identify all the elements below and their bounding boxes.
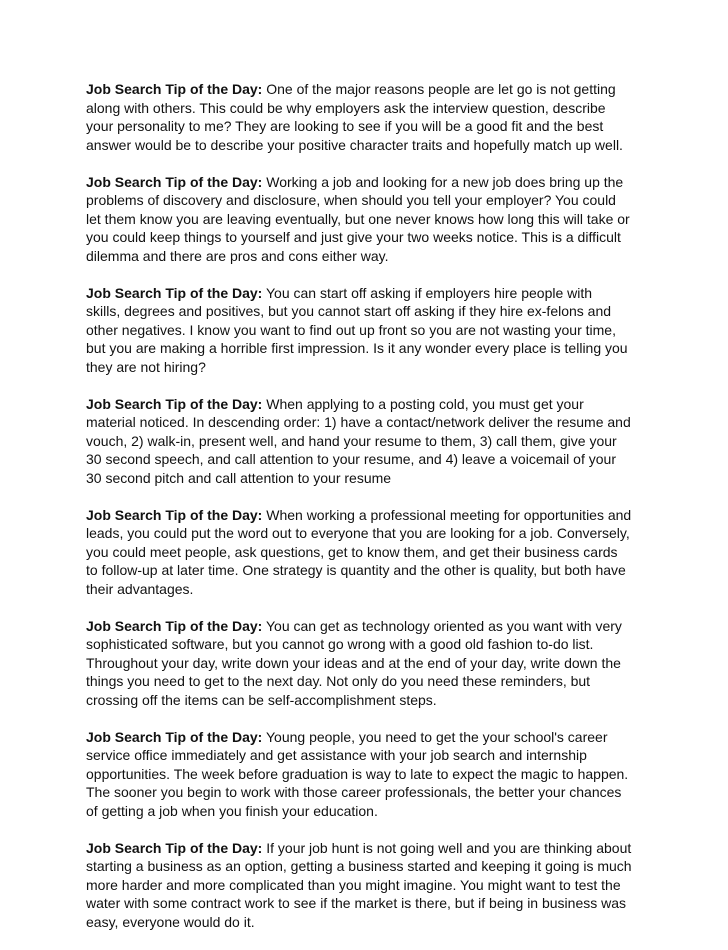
tip-line: dilemma and there are pros and cons either way.	[86, 247, 389, 264]
tip-line: other negatives. I know you want to find out up front so you are not wasting your time,	[86, 321, 616, 338]
tip-line: The sooner you begin to work with those career professionals, the better your chances	[86, 784, 622, 800]
tip-paragraph	[86, 617, 646, 710]
tip-line: Working a job and looking for a new job does bring up the	[262, 173, 624, 190]
tip-line: their advantages.	[86, 580, 194, 597]
tip-line: you could keep things to yourself and just give your two weeks notice. This is a difficult	[86, 229, 621, 245]
tip-heading: Job Search Tip of the Day:	[86, 173, 263, 190]
tip-line: water with some contract work to see if the market is there, but if being in business was	[86, 895, 627, 911]
tip-heading: Job Search Tip of the Day:	[86, 395, 263, 412]
tip-line: easy, everyone would do it.	[86, 913, 255, 930]
tip-line: leads, you could put the word out to everyone that you are looking for a job. Conversely,	[86, 525, 630, 541]
tip-paragraph	[86, 395, 646, 488]
tip-line: they are not hiring?	[86, 358, 206, 375]
tip-paragraph	[86, 839, 646, 932]
tip-heading: Job Search Tip of the Day:	[86, 506, 263, 523]
tip-line: you could meet people, ask questions, get to know them, and get their business cards	[86, 543, 618, 560]
tip-line: Young people, you need to get the your school's career	[262, 728, 608, 745]
tip-line: You can start off asking if employers hire people with	[262, 284, 593, 301]
tip-heading: Job Search Tip of the Day:	[86, 617, 263, 634]
tip-line: problems of discovery and disclosure, when should you tell your employer? You could	[86, 192, 616, 208]
tip-line: 30 second speech, and call attention to your resume, and 4) leave a voicemail of your	[86, 451, 616, 467]
tip-line: more harder and more complicated than you might imagine. You might want to test the	[86, 876, 621, 893]
tip-line: opportunities. The week before graduation is way to late to expect the magic to happen.	[86, 765, 629, 782]
tip-heading: Job Search Tip of the Day:	[86, 839, 263, 856]
tip-line: answer would be to describe your positive character traits and hopefully match up well.	[86, 136, 623, 153]
tip-heading: Job Search Tip of the Day:	[86, 284, 263, 301]
tip-heading: Job Search Tip of the Day:	[86, 728, 263, 745]
document-page	[86, 80, 646, 950]
tip-paragraph	[86, 506, 646, 599]
tip-paragraph	[86, 80, 646, 154]
tip-line: sophisticated software, but you cannot go wrong with a good old fashion to-do list.	[86, 636, 594, 652]
tip-paragraph	[86, 728, 646, 821]
tip-heading: Job Search Tip of the Day:	[86, 81, 263, 97]
tip-line: material noticed. In descending order: 1) have a contact/network deliver the resume and	[86, 414, 631, 430]
tip-line: 30 second pitch and call attention to your resume	[86, 469, 392, 486]
tip-line: of getting a job when you finish your education.	[86, 802, 378, 819]
tip-line: things you need to get to the next day. Not only do you need these reminders, but	[86, 673, 591, 689]
tip-line: One of the major reasons people are let go is not getting	[262, 81, 616, 97]
tip-paragraph	[86, 284, 646, 377]
tip-line: skills, degrees and positives, but you cannot start off asking if they hire ex-felons and	[86, 303, 612, 319]
tip-line: let them know you are leaving eventually, but one never knows how long this will take or	[86, 210, 630, 227]
tip-line: Throughout your day, write down your ideas and at the end of your day, write down the	[86, 654, 621, 671]
tip-line: but you are making a horrible first impression. Is it any wonder every place is telling you	[86, 340, 628, 356]
tip-line: along with others. This could be why employers ask the interview question, describe	[86, 99, 606, 116]
tip-line: You can get as technology oriented as you want with very	[262, 617, 622, 634]
tip-line: starting a business as an option, getting a business started and keeping it going is much	[86, 858, 632, 874]
tip-line: If your job hunt is not going well and you are thinking about	[262, 839, 632, 856]
tip-line: to follow-up at later time. One strategy is quantity and the other is quality, but both have	[86, 562, 626, 578]
tip-line: your personality to me? They are looking to see if you will be a good fit and the best	[86, 118, 604, 134]
tip-paragraph	[86, 173, 646, 266]
tip-line: crossing off the items can be self-accomplishment steps.	[86, 691, 437, 708]
tip-line: When working a professional meeting for opportunities and	[262, 506, 632, 523]
tip-line: service office immediately and get assistance with your job search and internship	[86, 747, 587, 763]
tip-line: vouch, 2) walk-in, present well, and hand your resume to them, 3) call them, give your	[86, 432, 617, 449]
tip-line: When applying to a posting cold, you must get your	[262, 395, 584, 412]
